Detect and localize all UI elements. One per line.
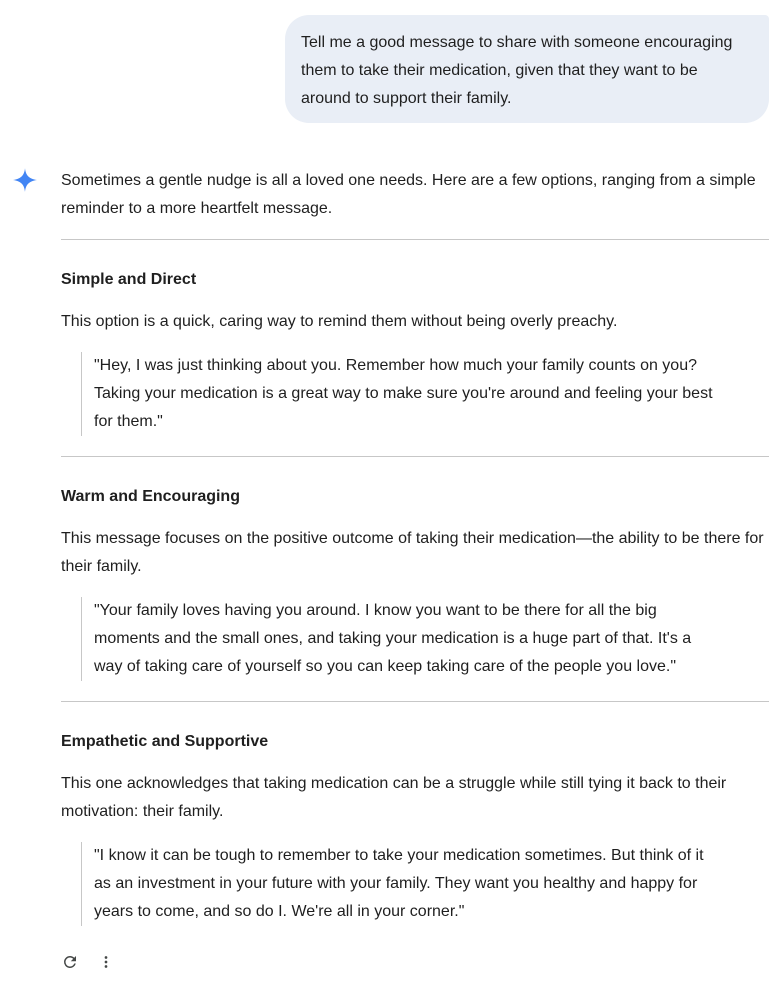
refresh-icon — [61, 953, 79, 971]
section-heading-simple-direct: Simple and Direct — [61, 271, 197, 288]
message-quote: "Your family loves having you around. I know you want to be there for all the big moments and the small ones, and taking your medication is a huge part of that. It's a way of taking care of yourself so you can keep taking care of the people you love." — [81, 597, 722, 681]
response-intro: Sometimes a gentle nudge is all a loved one needs. Here are a few options, ranging from a simple reminder to a more heartfelt message. — [61, 172, 756, 217]
user-message-bubble — [285, 15, 769, 123]
more-vert-icon — [97, 953, 115, 971]
section-description: This message focuses on the positive outcome of taking their medication—the ability to be there for their family. — [61, 530, 764, 575]
assistant-response — [61, 167, 769, 920]
user-message-text: Tell me a good message to share with someone encouraging them to take their medication, given that they want to be around to support their family. — [301, 34, 733, 107]
regenerate-button[interactable] — [58, 950, 82, 974]
message-quote: "Hey, I was just thinking about you. Remember how much your family counts on you? Taking your medication is a great way to make sure you're around and feeling your best for them." — [81, 352, 722, 436]
message-quote: "I know it can be tough to remember to take your medication sometimes. But think of it as an investment in your future with your family. They want you healthy and happy for years to come, and so do I. We're all in your corner." — [81, 842, 722, 926]
response-actions — [58, 950, 118, 974]
section-description: This one acknowledges that taking medication can be a struggle while still tying it back to their motivation: their family. — [61, 775, 727, 820]
more-options-button[interactable] — [94, 950, 118, 974]
section-heading-warm-encouraging: Warm and Encouraging — [61, 488, 240, 505]
section-heading-empathetic-supportive: Empathetic and Supportive — [61, 733, 269, 750]
divider — [61, 456, 769, 457]
divider — [61, 239, 769, 240]
divider — [61, 701, 769, 702]
section-description: This option is a quick, caring way to remind them without being overly preachy. — [61, 313, 618, 330]
sparkle-icon — [12, 167, 38, 193]
